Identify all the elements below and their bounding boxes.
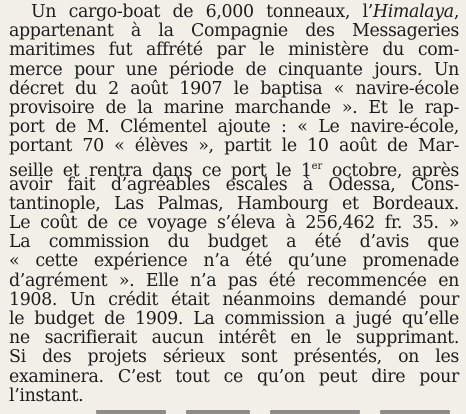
line-text: le budget de 1909. La commission a jugé qu’elle: [9, 309, 459, 329]
line-text: octobre, après: [322, 160, 459, 181]
line-text: d’agrément ». Elle n’a pas été recommencée en: [9, 270, 459, 291]
article-line: [9, 41, 459, 60]
line-text: La commission du budget a été d’avis que: [9, 232, 459, 253]
line-text: Un cargo-boat de 6,000 tonneaux, l’: [31, 2, 373, 22]
line-text: seille et rentra dans ce port le 1: [9, 160, 312, 181]
article-line: [9, 310, 459, 329]
line-text: maritimes fut affrété par le ministère du com-: [9, 40, 459, 61]
article-line: [9, 195, 459, 214]
line-text: ,: [453, 2, 459, 22]
line-text: provisoire de la marine marchande ». Et le rap-: [9, 97, 459, 118]
ordinal-superscript: er: [311, 160, 323, 172]
article-column: [9, 3, 459, 406]
ink-fragment: [380, 410, 450, 414]
line-text: appartenant à la Compagnie des Messageries: [9, 21, 459, 42]
cropped-next-line: [0, 404, 466, 414]
article-line: [9, 61, 459, 80]
line-text: décret du 2 août 1907 le baptisa « navire-école: [9, 78, 459, 99]
ship-name: Himalaya: [372, 2, 454, 22]
article-line: [9, 329, 459, 348]
article-line: [9, 137, 459, 156]
article-line: [9, 3, 459, 22]
article-line: [9, 99, 459, 118]
article-line: [9, 368, 459, 387]
line-text: port de M. Clémentel ajoute : « Le navire-école,: [9, 117, 459, 138]
article-line: [9, 233, 459, 252]
line-text: Le coût de ce voyage s’éleva à 256,462 fr. 35. »: [9, 213, 459, 234]
article-line: [9, 348, 459, 367]
line-text: l’instant.: [9, 385, 84, 406]
line-text: tantinople, Las Palmas, Hambourg et Bordeaux.: [9, 193, 459, 214]
article-line: [9, 118, 459, 137]
article-line: [9, 157, 459, 181]
ink-fragment: [96, 410, 166, 414]
line-text: portant 70 « élèves », partit le 10 août de Mar-: [9, 136, 459, 157]
line-text: examinera. C’est tout ce qu’on peut dire pour: [9, 366, 459, 387]
ink-fragment: [270, 410, 360, 414]
article-line: [9, 176, 459, 195]
article-line: [9, 214, 459, 233]
line-text: ne sacrifierait aucun intérêt en le supprimant.: [9, 328, 459, 349]
article-line: [9, 252, 459, 271]
ink-fragment: [186, 410, 250, 414]
article-line: [9, 22, 459, 41]
line-text: 1908. Un crédit était néanmoins demandé pour: [9, 289, 459, 310]
line-text: avoir fait d’agréables escales à Odessa, Cons-: [9, 174, 459, 195]
article-line: [9, 272, 459, 291]
article-line: [9, 291, 459, 310]
article-line: [9, 80, 459, 99]
line-text: « cette expérience n’a été qu’une promenade: [9, 251, 459, 272]
line-text: merce pour une période de cinquante jours. Un: [9, 59, 459, 80]
line-text: Si des projets sérieux sont présentés, on les: [9, 347, 459, 368]
